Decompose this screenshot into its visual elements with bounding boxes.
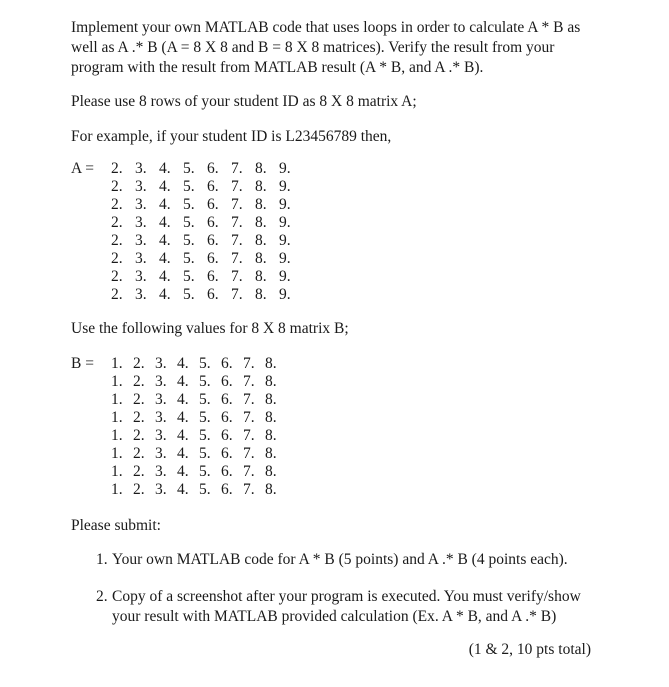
matrix-cell: 5.: [183, 196, 195, 213]
instruction-matrix-a: Please use 8 rows of your student ID as 8 X 8 matrix A;: [71, 93, 417, 110]
matrix-cell: 4.: [177, 409, 189, 426]
list-text-line: your result with MATLAB provided calculation (Ex. A * B, and A .* B): [112, 608, 557, 625]
matrix-cell: 3.: [135, 214, 147, 231]
matrix-cell: 9.: [279, 196, 291, 213]
matrix-cell: 9.: [279, 232, 291, 249]
matrix-cell: 6.: [221, 373, 233, 390]
matrix-cell: 1.: [111, 427, 123, 444]
matrix-cell: 2.: [111, 232, 123, 249]
matrix-cell: 6.: [207, 232, 219, 249]
matrix-cell: 8.: [265, 463, 277, 480]
list-number: 1.: [96, 551, 108, 568]
matrix-cell: 8.: [255, 232, 267, 249]
matrix-cell: 7.: [231, 268, 243, 285]
matrix-cell: 3.: [155, 427, 167, 444]
matrix-cell: 4.: [177, 355, 189, 372]
instruction-matrix-b: Use the following values for 8 X 8 matrix B;: [71, 320, 349, 337]
matrix-row: [71, 463, 287, 481]
matrix-cell: 5.: [199, 409, 211, 426]
intro-line: Implement your own MATLAB code that uses loops in order to calculate A * B as: [71, 19, 581, 36]
matrix-cell: 7.: [243, 409, 255, 426]
matrix-cell: 9.: [279, 214, 291, 231]
matrix-cell: 3.: [155, 409, 167, 426]
matrix-cell: 7.: [231, 196, 243, 213]
matrix-cell: 6.: [207, 196, 219, 213]
matrix-cell: 7.: [243, 463, 255, 480]
matrix-cell: 7.: [231, 214, 243, 231]
matrix-cell: 7.: [243, 427, 255, 444]
matrix-row: [71, 355, 287, 373]
matrix-row: [71, 250, 303, 268]
matrix-cell: 3.: [155, 391, 167, 408]
matrix-cell: 7.: [231, 232, 243, 249]
matrix-cell: 6.: [221, 409, 233, 426]
matrix-cell: 7.: [231, 286, 243, 303]
matrix-cell: 1.: [111, 391, 123, 408]
matrix-cell: 7.: [243, 481, 255, 498]
matrix-cell: 3.: [135, 232, 147, 249]
matrix-cell: 5.: [183, 268, 195, 285]
matrix-cell: 7.: [243, 373, 255, 390]
matrix-cell: 2.: [133, 373, 145, 390]
matrix-cell: 6.: [207, 268, 219, 285]
matrix-cell: 3.: [135, 286, 147, 303]
matrix-cell: 7.: [243, 391, 255, 408]
matrix-cell: 1.: [111, 373, 123, 390]
matrix-row: [71, 268, 303, 286]
matrix-cell: 8.: [255, 196, 267, 213]
matrix-cell: 8.: [265, 373, 277, 390]
matrix-cell: 6.: [207, 286, 219, 303]
matrix-cell: 9.: [279, 250, 291, 267]
matrix-row: [71, 286, 303, 304]
matrix-cell: 8.: [255, 160, 267, 177]
matrix-cell: 6.: [207, 178, 219, 195]
matrix-cell: 5.: [183, 232, 195, 249]
matrix-cell: 4.: [177, 463, 189, 480]
matrix-cell: 4.: [159, 178, 171, 195]
matrix-cell: 8.: [255, 250, 267, 267]
matrix-cell: 2.: [111, 250, 123, 267]
matrix-cell: 8.: [265, 481, 277, 498]
matrix-cell: 6.: [207, 214, 219, 231]
matrix-cell: 4.: [177, 481, 189, 498]
matrix-cell: 3.: [135, 160, 147, 177]
matrix-cell: 3.: [155, 445, 167, 462]
matrix-cell: 2.: [111, 160, 123, 177]
matrix-cell: 4.: [159, 214, 171, 231]
matrix-cell: 7.: [231, 250, 243, 267]
matrix-cell: 5.: [183, 286, 195, 303]
matrix-cell: 2.: [111, 196, 123, 213]
matrix-cell: 2.: [111, 286, 123, 303]
matrix-cell: 4.: [159, 196, 171, 213]
matrix-cell: 6.: [207, 250, 219, 267]
matrix-cell: 5.: [199, 463, 211, 480]
matrix-cell: 9.: [279, 160, 291, 177]
matrix-cell: 1.: [111, 481, 123, 498]
matrix-cell: 3.: [135, 196, 147, 213]
matrix-cell: 4.: [159, 268, 171, 285]
matrix-cell: 4.: [177, 427, 189, 444]
matrix-cell: 8.: [265, 391, 277, 408]
matrix-cell: 6.: [221, 391, 233, 408]
matrix-cell: 1.: [111, 409, 123, 426]
matrix-cell: 7.: [231, 178, 243, 195]
matrix-b: [71, 355, 287, 499]
matrix-cell: 8.: [265, 427, 277, 444]
matrix-row: [71, 409, 287, 427]
matrix-cell: 6.: [221, 427, 233, 444]
matrix-cell: 7.: [231, 160, 243, 177]
matrix-cell: 1.: [111, 445, 123, 462]
matrix-cell: 2.: [111, 178, 123, 195]
matrix-cell: 6.: [221, 463, 233, 480]
matrix-cell: 4.: [177, 445, 189, 462]
submit-heading: Please submit:: [71, 517, 161, 534]
matrix-cell: 5.: [183, 214, 195, 231]
matrix-cell: 2.: [111, 268, 123, 285]
matrix-cell: 3.: [155, 373, 167, 390]
matrix-row: [71, 160, 303, 178]
matrix-cell: 9.: [279, 178, 291, 195]
matrix-cell: 4.: [159, 250, 171, 267]
matrix-cell: 5.: [199, 427, 211, 444]
list-text: Your own MATLAB code for A * B (5 points) and A .* B (4 points each).: [112, 551, 568, 568]
matrix-row: [71, 427, 287, 445]
matrix-row: [71, 232, 303, 250]
matrix-row: [71, 178, 303, 196]
matrix-cell: 5.: [199, 373, 211, 390]
matrix-a-label: A =: [71, 160, 94, 177]
matrix-cell: 2.: [133, 427, 145, 444]
matrix-cell: 6.: [221, 445, 233, 462]
matrix-cell: 5.: [183, 250, 195, 267]
matrix-cell: 9.: [279, 286, 291, 303]
matrix-cell: 3.: [135, 268, 147, 285]
matrix-cell: 2.: [133, 481, 145, 498]
matrix-cell: 2.: [133, 355, 145, 372]
matrix-cell: 3.: [135, 250, 147, 267]
list-text: [112, 587, 592, 627]
matrix-cell: 8.: [255, 268, 267, 285]
matrix-cell: 5.: [183, 160, 195, 177]
matrix-cell: 8.: [265, 445, 277, 462]
intro-paragraph: [71, 18, 611, 78]
matrix-cell: 2.: [133, 409, 145, 426]
matrix-cell: 4.: [177, 391, 189, 408]
matrix-cell: 8.: [255, 214, 267, 231]
matrix-cell: 8.: [255, 286, 267, 303]
matrix-row: [71, 481, 287, 499]
matrix-cell: 4.: [177, 373, 189, 390]
matrix-cell: 7.: [243, 355, 255, 372]
matrix-row: [71, 196, 303, 214]
matrix-cell: 6.: [207, 160, 219, 177]
matrix-cell: 3.: [135, 178, 147, 195]
matrix-cell: 4.: [159, 160, 171, 177]
intro-line: well as A .* B (A = 8 X 8 and B = 8 X 8 matrices). Verify the result from your: [71, 39, 555, 56]
matrix-cell: 2.: [111, 214, 123, 231]
matrix-cell: 9.: [279, 268, 291, 285]
matrix-cell: 2.: [133, 445, 145, 462]
matrix-cell: 6.: [221, 481, 233, 498]
matrix-cell: 5.: [199, 481, 211, 498]
matrix-row: [71, 445, 287, 463]
example-text: For example, if your student ID is L23456789 then,: [71, 128, 392, 145]
matrix-cell: 5.: [199, 355, 211, 372]
matrix-cell: 8.: [265, 409, 277, 426]
list-number: 2.: [96, 588, 108, 605]
matrix-cell: 8.: [265, 355, 277, 372]
matrix-a: [71, 160, 303, 304]
matrix-row: [71, 373, 287, 391]
matrix-cell: 5.: [199, 445, 211, 462]
matrix-cell: 5.: [183, 178, 195, 195]
matrix-row: [71, 214, 303, 232]
points-total: (1 & 2, 10 pts total): [468, 641, 591, 658]
matrix-cell: 4.: [159, 286, 171, 303]
matrix-cell: 3.: [155, 463, 167, 480]
matrix-cell: 1.: [111, 463, 123, 480]
matrix-cell: 3.: [155, 355, 167, 372]
matrix-cell: 7.: [243, 445, 255, 462]
matrix-cell: 1.: [111, 355, 123, 372]
matrix-cell: 2.: [133, 463, 145, 480]
matrix-cell: 6.: [221, 355, 233, 372]
matrix-cell: 2.: [133, 391, 145, 408]
matrix-cell: 8.: [255, 178, 267, 195]
intro-line: program with the result from MATLAB result (A * B, and A .* B).: [71, 59, 484, 76]
matrix-cell: 5.: [199, 391, 211, 408]
matrix-cell: 3.: [155, 481, 167, 498]
list-text-line: Copy of a screenshot after your program is executed. You must verify/show: [112, 588, 581, 605]
matrix-b-label: B =: [71, 355, 94, 372]
matrix-row: [71, 391, 287, 409]
matrix-cell: 4.: [159, 232, 171, 249]
